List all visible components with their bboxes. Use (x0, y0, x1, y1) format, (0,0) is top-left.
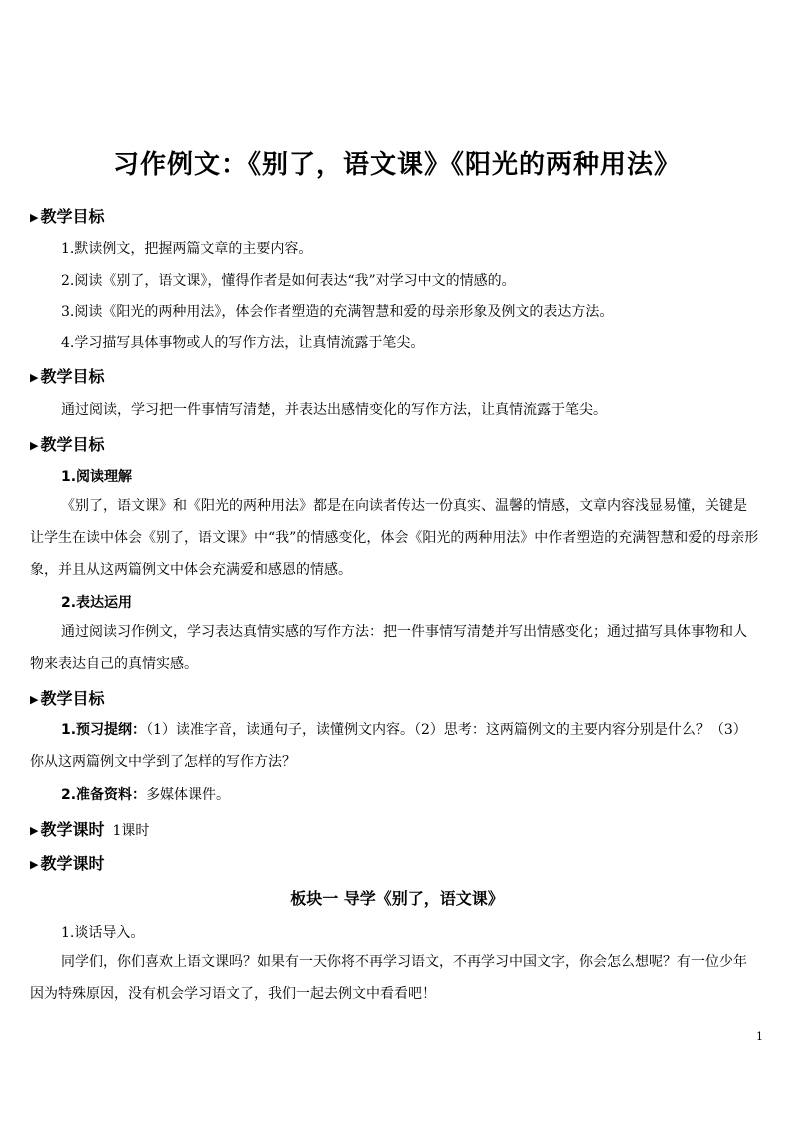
section-heading-objectives-3 (30, 432, 104, 455)
objective-item: 2.阅读《别了，语文课》，懂得作者是如何表达“我”对学习中文的情感的。 (61, 273, 516, 289)
triangle-bullet-icon: ▶ (30, 211, 39, 224)
section-heading-objectives-1 (30, 204, 104, 227)
block-paragraph: 同学们，你们喜欢上语文课吗？如果有一天你将不再学习语文，不再学习中国文字，你会怎么想呢？有一位少年因为特殊原因，没有机会学习语文了，我们一起去例文中看看吧！ (30, 954, 747, 1002)
paragraph-preview (30, 714, 760, 778)
objective-text: 通过阅读，学习把一件事情写清楚，并表达出感情变化的写作方法，让真情流露于笔尖。 (61, 402, 607, 418)
heading-label: 教学目标 (40, 207, 105, 226)
heading-label: 教学目标 (40, 367, 105, 386)
hours-value: 1课时 (112, 823, 150, 839)
paragraph-reading: 《别了，语文课》和《阳光的两种用法》都是在向读者传达一份真实、温馨的情感，文章内容浅显易懂，关键是让学生在读中体会《别了，语文课》中“我”的情感变化，体会《阳光的两种用法》中作者塑造的充满智慧和爱的母亲形象，并且从这两篇例文中体会充满爱和感恩的情感。 (30, 498, 759, 578)
block-step: 1.谈话导入。 (61, 925, 145, 941)
objective-item: 4.学习描写具体事物或人的写作方法，让真情流露于笔尖。 (61, 335, 425, 351)
objective-item: 1.默读例文，把握两篇文章的主要内容。 (61, 241, 313, 257)
objective-item: 3.阅读《阳光的两种用法》，体会作者塑造的充满智慧和爱的母亲形象及例文的表达方法。 (61, 304, 614, 320)
subheading-expression: 2.表达运用 (61, 595, 133, 611)
subheading-reading: 1.阅读理解 (61, 469, 133, 485)
document-title: 习作例文：《别了，语文课》《阳光的两种用法》 (112, 150, 681, 180)
materials-line (61, 784, 230, 804)
triangle-bullet-icon: ▶ (30, 371, 39, 384)
section-heading-objectives-4 (30, 686, 104, 709)
heading-label: 教学目标 (40, 689, 105, 708)
triangle-bullet-icon: ▶ (30, 693, 39, 706)
heading-label: 教学课时 (40, 854, 105, 873)
triangle-bullet-icon: ▶ (30, 439, 39, 452)
section-heading-objectives-2 (30, 364, 104, 387)
triangle-bullet-icon: ▶ (30, 858, 39, 871)
section-heading-hours-2 (30, 851, 104, 874)
block-title: 板块一 导学《别了，语文课》 (290, 889, 504, 908)
page-number: 1 (756, 1030, 763, 1043)
heading-label: 教学目标 (40, 435, 105, 454)
materials-label: 2.准备资料： (61, 787, 147, 803)
paragraph-expression: 通过阅读习作例文，学习表达真情实感的写作方法：把一件事情写清楚并写出情感变化；通过描写具体事物和人物来表达自己的真情实感。 (30, 624, 747, 672)
materials-text: 多媒体课件。 (146, 787, 231, 803)
heading-label: 教学课时 (40, 820, 105, 839)
preview-text: （1）读准字音，读通句子，读懂例文内容。（2）思考：这两篇例文的主要内容分别是什么？（3）你从这两篇例文中学到了怎样的写作方法？ (30, 722, 747, 770)
preview-label: 1.预习提纲： (61, 722, 147, 738)
triangle-bullet-icon: ▶ (30, 824, 39, 837)
section-heading-hours-1 (30, 817, 149, 840)
